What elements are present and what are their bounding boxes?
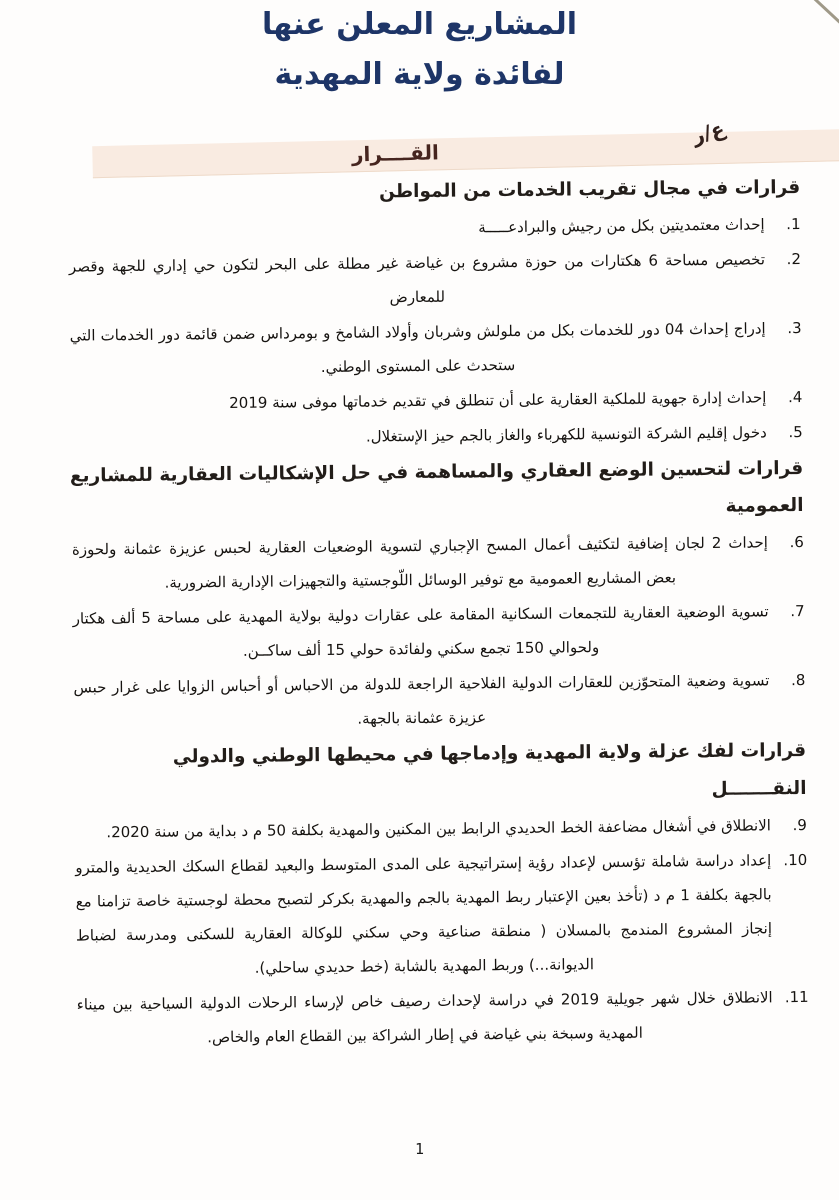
item-number: 3. <box>787 318 802 338</box>
item-number: 10. <box>783 850 808 870</box>
item-text: الانطلاق خلال شهر جويلية 2019 في دراسة لإحداث رصيف خاص لإرساء الرحلات الدولية السياحية بين ميناء المهدية وسبخة بني غياضة في إطار الشراكة بين القطاع العام والخاص. <box>76 988 773 1047</box>
section-heading: قرارات في مجال تقريب الخدمات من المواطن <box>378 176 801 203</box>
title-line-1: المشاريع المعلن عنها <box>261 7 577 42</box>
item-text: إحداث إدارة جهوية للملكية العقارية على أن تنطلق في تقديم خدماتها موفى سنة 2019 <box>229 388 767 412</box>
section-subheading: النقـــــــل <box>711 777 807 800</box>
item-text: تخصيص مساحة 6 هكتارات من حوزة مشروع بن غياضة غير مطلة على البحر لتكون حي إداري للجهة وقصر للمعارض <box>68 250 766 307</box>
item-text: تسوية وضعية المتحوّزين للعقارات الدولية الفلاحية الراجعة للدولة من الاحباس أو أحباس الزوايا على غرار حبس عزيزة عثمانة بالجهة. <box>73 671 770 728</box>
item-number: 5. <box>788 422 803 442</box>
decision-item <box>73 843 808 987</box>
page-number: 1 <box>414 1140 425 1158</box>
item-number: 2. <box>786 249 802 269</box>
item-text: إعداد دراسة شاملة تؤسس لإعداد رؤية إستراتيجية على المدى المتوسط والبعيد لقطاع السكك الحديدية والمترو بالجهة بكلفة 1 م د (تأخذ بعين الإعتبار ربط المهدية بالجم والمهدية بكركر لتصبح محطة لوجستية خاصة تزامنا مع إنجاز المشروع المندمج بالمسلان ( منطقة صناعية وحي سكني للوكالة العقارية للسكنى ومدرسة لضباط الديوانة...) وربط المهدية بالشابة (خط حديدي ساحلي). <box>75 851 773 977</box>
title-line-2: لفائدة ولاية المهدية <box>274 57 565 92</box>
item-number: 11. <box>784 987 809 1007</box>
decision-item <box>75 980 810 1056</box>
number-column-header: ع/ر <box>689 116 728 149</box>
decision-item <box>67 242 802 318</box>
decision-item <box>68 311 803 387</box>
item-text: إحداث 2 لجان إضافية لتكثيف أعمال المسح الإجباري لتسوية الوضعيات العقارية لحبس عزيزة عثمانة ولحوزة بعض المشاريع العمومية مع توفير الوسائل اللّوجستية والتجهيزات الإدارية الضرورية. <box>71 533 769 592</box>
item-number: 1. <box>786 214 801 234</box>
item-number: 9. <box>792 815 807 835</box>
item-text: تسوية الوضعية العقارية للتجمعات السكانية المقامة على عقارات دولية بولاية المهدية على مساحة 5 ألف هكتار ولحوالي 150 تجمع سكني ولفائدة حولي 15 ألف ساكــن. <box>72 602 769 660</box>
decision-item <box>71 594 806 670</box>
decision-item <box>71 663 806 739</box>
section-heading: قرارات لتحسين الوضع العقاري والمساهمة في حل الإشكاليات العقارية للمشاريع العمومية <box>69 457 804 517</box>
item-number: 7. <box>790 601 805 621</box>
item-text: إحداث معتمديتين بكل من رجيش والبرادعـــــة <box>478 215 765 237</box>
item-number: 8. <box>790 670 806 690</box>
document-title <box>0 0 839 100</box>
decisions-list <box>66 168 809 1057</box>
item-text: دخول إقليم الشركة التونسية للكهرباء والغاز بالجم حيز الإستغلال. <box>365 423 767 446</box>
item-text: الانطلاق في أشغال مضاعفة الخط الحديدي الرابط بين المكنين والمهدية بكلفة 50 م د بداية من سنة 2020. <box>106 816 771 842</box>
item-number: 6. <box>789 532 805 552</box>
item-text: إدراج إحداث 04 دور للخدمات بكل من ملولش وشربان وأولاد الشامخ و بومرداس ضمن قائمة دور الخدمات التي ستحدث على المستوى الوطني. <box>69 319 766 377</box>
decision-column-header: القــــرار <box>351 140 440 167</box>
section-heading: قرارات لفك عزلة ولاية المهدية وإدماجها في محيطها الوطني والدولي <box>172 739 807 768</box>
item-number: 4. <box>787 387 803 407</box>
decision-item <box>70 525 805 601</box>
